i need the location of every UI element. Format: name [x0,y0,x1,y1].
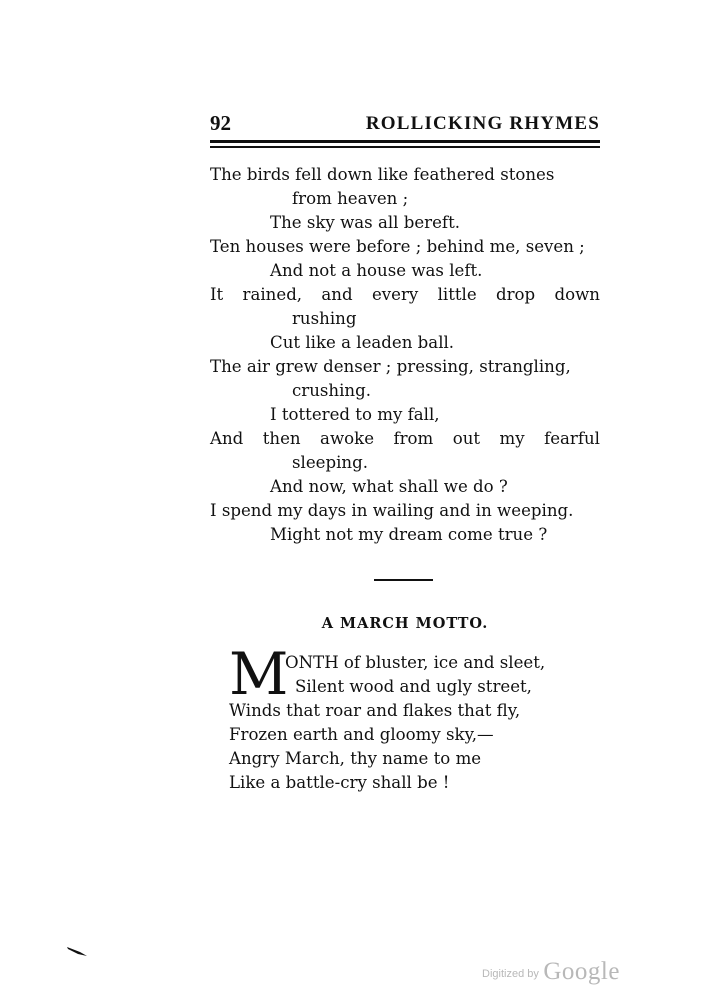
running-head: ROLLICKING RHYMES [365,113,600,134]
page-header [210,111,600,137]
poem-line: Ten houses were before ; behind me, seven ; [210,237,585,256]
scan-mark-icon [66,945,88,957]
digitized-watermark [482,958,620,986]
header-rule-thin [210,146,600,148]
poem-line: And now, what shall we do ? [270,477,508,496]
poem-line: Might not my dream come true ? [270,525,548,544]
poem-line: Silent wood and ugly street, [295,677,532,696]
poem-line: rushing [292,309,357,328]
poem-line: crushing. [292,381,372,400]
poem-line: Frozen earth and gloomy sky,— [229,725,494,744]
poem-line: from heaven ; [292,189,409,208]
poem-continuation [210,163,600,547]
poem-line: sleeping. [292,453,368,472]
poem-line: I spend my days in wailing and in weeping. [210,501,574,520]
poem-line: The birds fell down like feathered stones [210,165,555,184]
digitized-label: Digitized by [482,968,539,980]
poem-line: I tottered to my fall, [270,405,440,424]
section-divider [374,579,433,581]
digitized-brand: Google [543,958,620,985]
poem-line: The sky was all bereft. [270,213,461,232]
poem-line: And not a house was left. [270,261,483,280]
page-number: 92 [210,111,231,135]
poem-line: Like a battle-cry shall be ! [229,773,450,792]
poem-line: Cut like a leaden ball. [270,333,455,352]
header-rule-thick [210,140,600,143]
poem-march-motto [229,640,589,795]
poem-line: The air grew denser ; pressing, strangling, [210,357,571,376]
poem-line: Winds that roar and flakes that fly, [229,701,521,720]
poem-line: It rained, and every little drop down [210,285,600,304]
drop-cap: M [229,640,289,708]
poem-line: And then awoke from out my fearful [210,429,600,448]
poem-line: Angry March, thy name to me [229,749,482,768]
poem-line: ONTH of bluster, ice and sleet, [285,653,546,672]
poem-title: A MARCH MOTTO. [321,615,489,632]
